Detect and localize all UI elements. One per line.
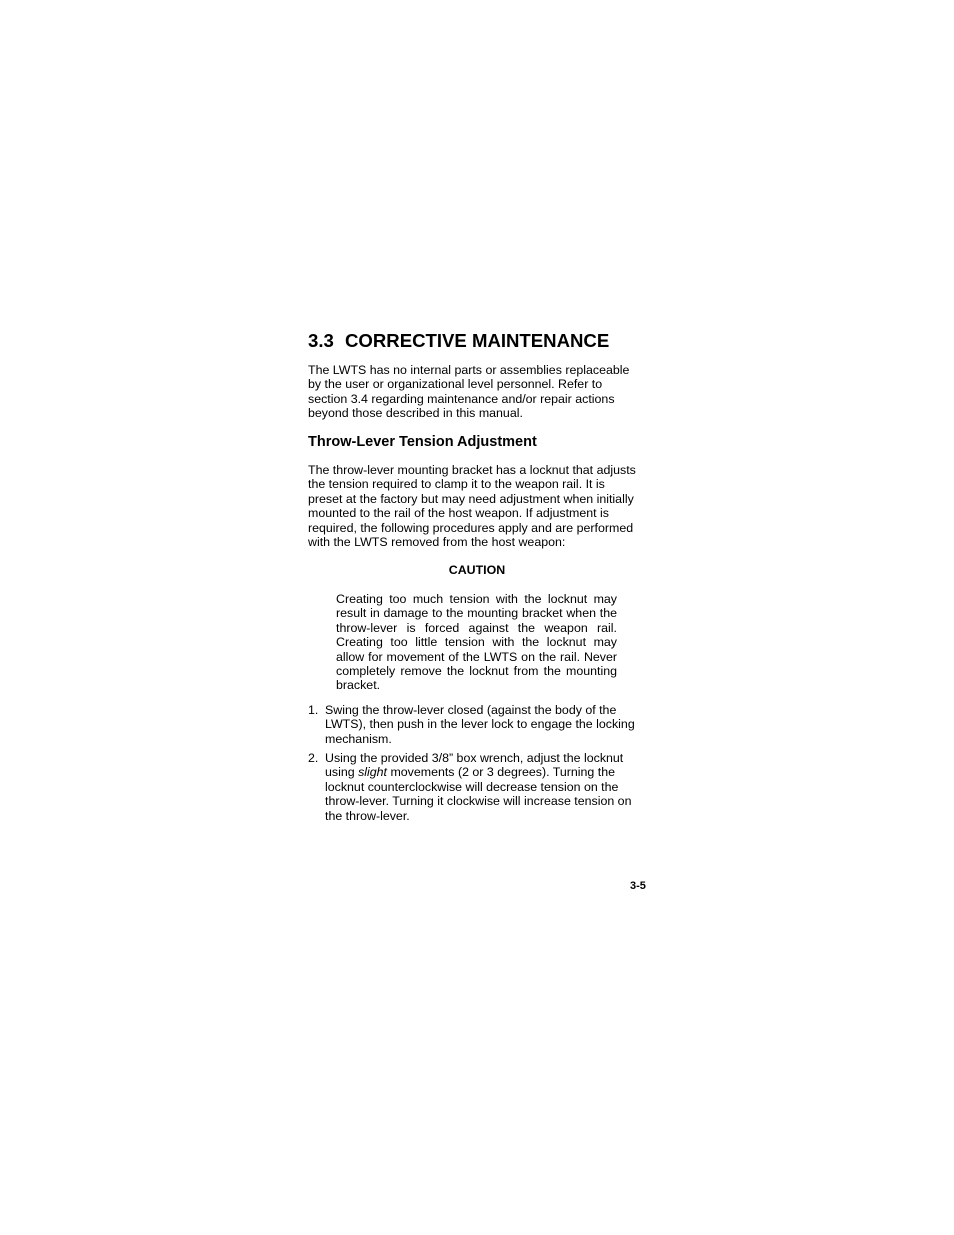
step-text: Swing the throw-lever closed (against the body of the LWTS), then push in the lever lock to engage the locking mechanism. <box>325 702 635 746</box>
step-text-after: movements (2 or 3 degrees). Turning the locknut counterclockwise will decrease tension on the throw-lever. Turning it clockwise will increase tension on the throw-lever. <box>325 765 632 823</box>
page-number: 3-5 <box>630 880 646 892</box>
step-emphasis: slight <box>358 765 388 780</box>
page-content <box>308 330 640 823</box>
subsection-heading: Throw-Lever Tension Adjustment <box>308 433 537 450</box>
caution-title: CAUTION <box>448 563 506 578</box>
procedure-step <box>308 751 640 823</box>
subsection-paragraph: The throw-lever mounting bracket has a locknut that adjusts the tension required to clamp it to the weapon rail. It is preset at the factory but may need adjustment when initially mounted to the rail of the host weapon. If adjustment is required, the following procedures apply and are performed with the LWTS removed from the host weapon: <box>308 463 636 550</box>
section-heading <box>308 330 640 351</box>
step-marker: 2. <box>308 750 319 765</box>
section-title: CORRECTIVE MAINTENANCE <box>345 330 610 351</box>
caution-body: Creating too much tension with the locknut may result in damage to the mounting bracket when the throw-lever is forced against the weapon rail. Creating too little tension with the locknut may allow for movement of the LWTS on the rail. Never completely remove the locknut from the mounting bracket. <box>336 591 617 693</box>
step-marker: 1. <box>308 702 319 717</box>
procedure-step <box>308 703 640 746</box>
procedure-steps <box>308 703 640 823</box>
intro-paragraph: The LWTS has no internal parts or assemblies replaceable by the user or organizational level personnel. Refer to section 3.4 regarding maintenance and/or repair actions beyond those described in this manual. <box>308 363 630 421</box>
step-text-before: Using the provided 3/8” box wrench, adjust the locknut using <box>325 750 624 780</box>
section-number: 3.3 <box>308 330 334 351</box>
